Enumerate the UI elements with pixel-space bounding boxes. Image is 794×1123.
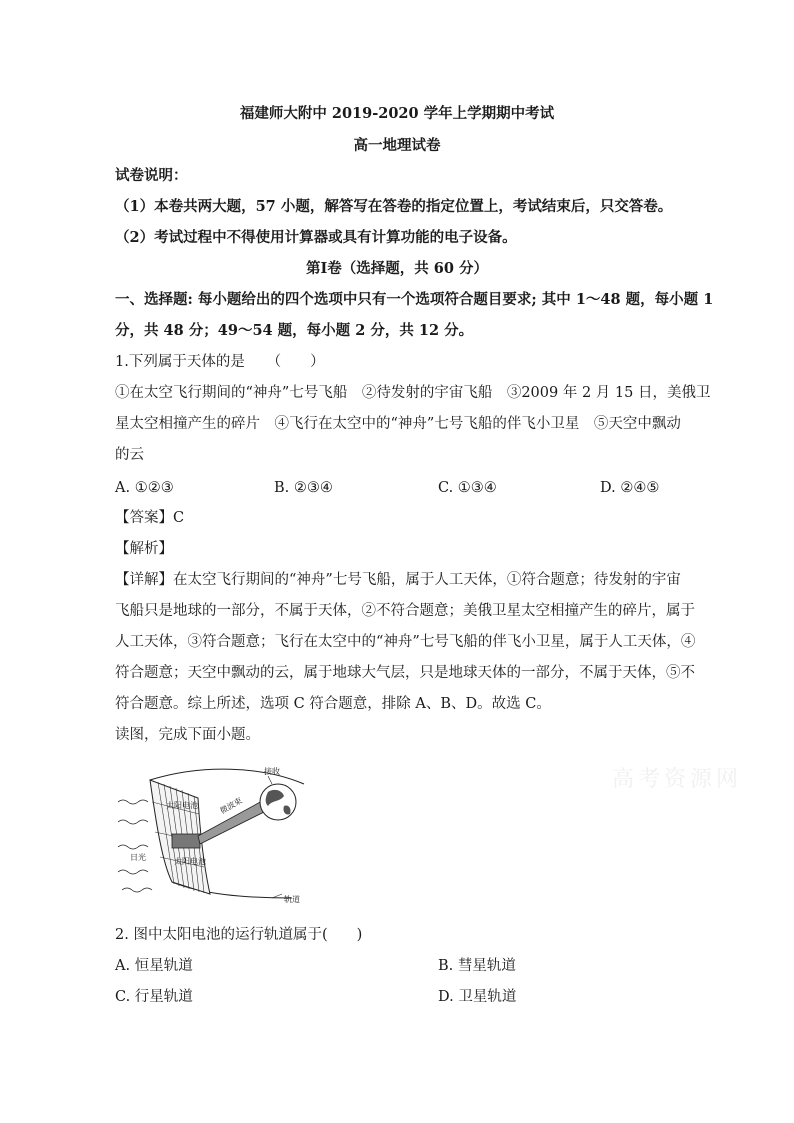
read-figure-instruction: 读图，完成下面小题。 <box>115 727 260 743</box>
q1-option-d: D. ②④⑤ <box>600 480 660 496</box>
q1-detail-line-3: 人工天体，③符合题意；飞行在太空中的“神舟”七号飞船的伴飞小卫星，属于人工天体，④ <box>115 634 696 650</box>
part1-title: 第Ⅰ卷（选择题，共 60 分） <box>305 260 489 277</box>
q1-detail-line-2: 飞船只是地球的一部分，不属于天体，②不符合题意；美俄卫星太空相撞产生的碎片，属于 <box>115 603 695 619</box>
figure-label-microwave: 微波束 <box>218 795 244 816</box>
q1-item-line-1: ①在太空飞行期间的“神舟”七号飞船 ②待发射的宇宙飞船 ③2009 年 2 月 15 日，美俄卫 <box>115 385 711 401</box>
q1-detail-line-1: 【详解】在太空飞行期间的“神舟”七号飞船，属于人工天体，①符合题意；待发射的宇宙 <box>115 572 681 588</box>
section-desc-line-1: 一、选择题: 每小题给出的四个选项中只有一个选项符合题目要求; 其中 1～48 题，每小题 1 <box>115 291 714 308</box>
figure-label-orbit: 轨道 <box>284 895 300 904</box>
figure-label-solar-top: 太阳电池 <box>166 801 198 810</box>
q1-detail-line-4: 符合题意；天空中飘动的云，属于地球大气层，只是地球天体的一部分，不属于天体，⑤不 <box>115 665 695 681</box>
exam-subtitle: 高一地理试卷 <box>353 137 441 154</box>
q1-analysis-label: 【解析】 <box>115 541 173 557</box>
q1-detail-line-5: 符合题意。综上所述，选项 C 符合题意，排除 A、B、D。故选 C。 <box>115 696 551 712</box>
figure-label-sunlight: 日光 <box>130 853 146 862</box>
watermark: 高考资源网 <box>612 767 743 792</box>
instructions-heading: 试卷说明： <box>115 167 188 184</box>
q1-option-a: A. ①②③ <box>115 480 174 496</box>
q1-option-c: C. ①③④ <box>438 480 497 496</box>
q2-stem: 2. 图中太阳电池的运行轨道属于( ) <box>115 927 363 943</box>
section-desc-line-2: 分，共 48 分；49～54 题，每小题 2 分，共 12 分。 <box>115 322 474 339</box>
instruction-item-1: （1）本卷共两大题，57 小题，解答写在答卷的指定位置上，考试结束后，只交答卷。 <box>115 198 673 215</box>
q1-item-line-2: 星太空相撞产生的碎片 ④飞行在太空中的“神舟”七号飞船的伴飞小卫星 ⑤天空中飘动 <box>115 416 681 432</box>
figure-label-solar-bottom: 太阳电池 <box>174 857 206 866</box>
figure-label-receive: 接收 <box>264 767 280 776</box>
q1-answer: 【答案】C <box>115 510 185 526</box>
q2-option-c: C. 行星轨道 <box>115 989 193 1005</box>
q1-stem: 1.下列属于天体的是 （ ） <box>115 354 325 370</box>
q1-option-b: B. ②③④ <box>274 480 333 496</box>
exam-title: 福建师大附中 2019-2020 学年上学期期中考试 <box>239 105 555 122</box>
q1-item-line-3: 的云 <box>115 447 144 463</box>
instruction-item-2: （2）考试过程中不得使用计算器或具有计算功能的电子设备。 <box>115 229 517 246</box>
solar-satellite-figure <box>112 762 312 912</box>
q2-option-b: B. 彗星轨道 <box>438 958 516 974</box>
q2-option-d: D. 卫星轨道 <box>438 989 517 1005</box>
q2-option-a: A. 恒星轨道 <box>115 958 193 974</box>
